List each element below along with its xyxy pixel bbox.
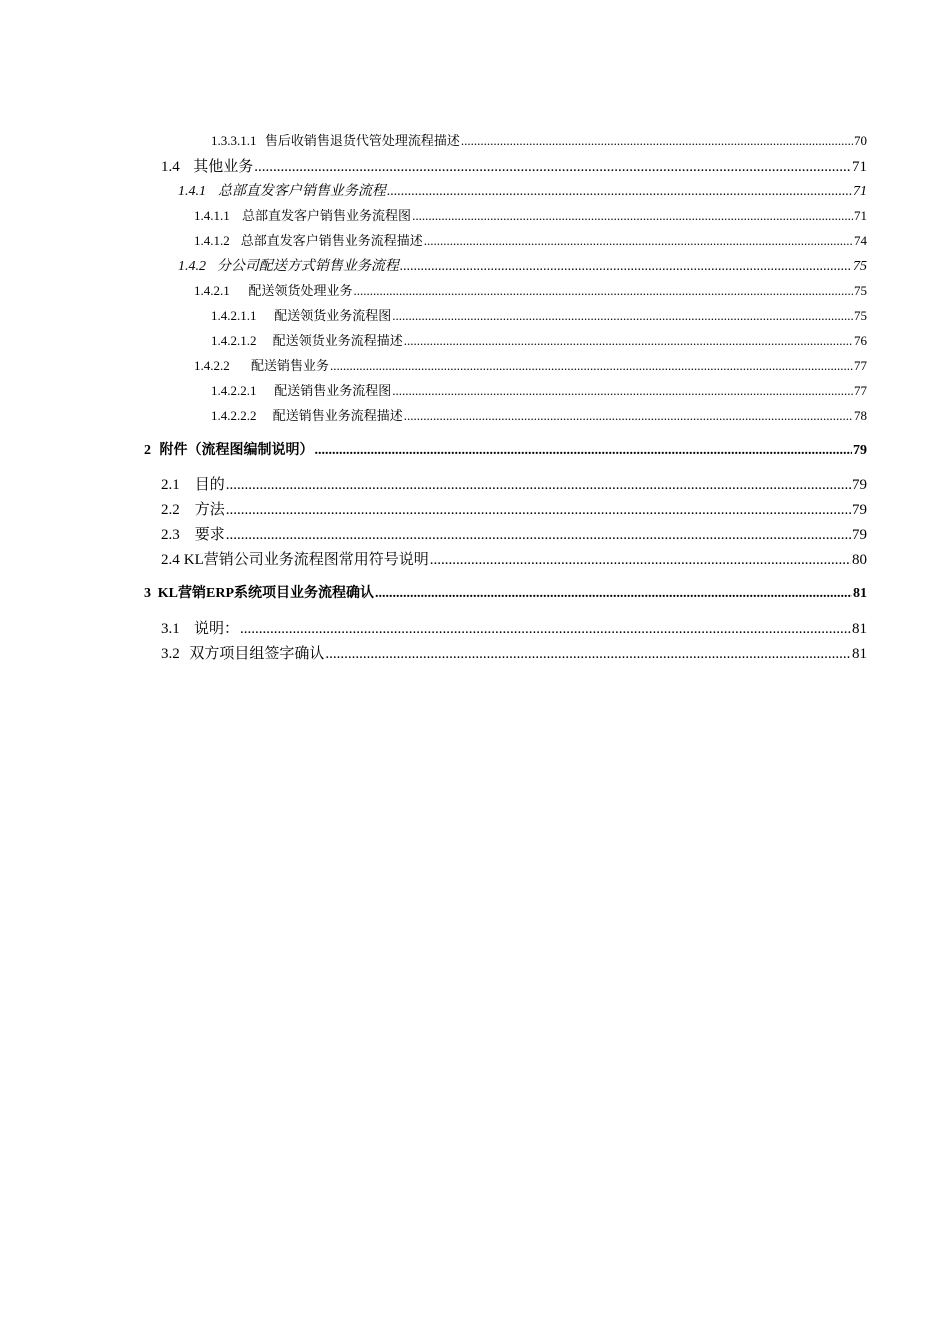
toc-entry-page: 74 bbox=[854, 233, 867, 248]
toc-entry[interactable] bbox=[144, 439, 867, 459]
toc-entry[interactable] bbox=[161, 523, 867, 544]
toc-entry-page: 77 bbox=[854, 383, 867, 398]
toc-entry-title: 总部直发客户销售业务流程 bbox=[217, 184, 386, 199]
toc-entry-number: 3 bbox=[144, 586, 151, 601]
toc-entry-page: 75 bbox=[853, 259, 867, 274]
toc-entry[interactable] bbox=[211, 380, 867, 399]
toc-entry-number: 1.4.2.1.2 bbox=[211, 333, 257, 348]
toc-leader-dots bbox=[254, 159, 851, 176]
toc-leader-dots bbox=[315, 443, 852, 459]
toc-entry-title: 其他业务 bbox=[193, 159, 254, 175]
toc-entry-number: 3.2 bbox=[161, 646, 180, 662]
toc-entry-page: 71 bbox=[852, 159, 867, 175]
toc-entry-page: 78 bbox=[854, 408, 867, 423]
toc-entry-title: KL营销公司业务流程图常用符号说明 bbox=[183, 552, 429, 568]
toc-entry-title: 说明： bbox=[193, 621, 239, 637]
toc-entry[interactable] bbox=[211, 330, 867, 349]
toc-leader-dots bbox=[240, 621, 851, 638]
toc-entry-page: 81 bbox=[852, 621, 867, 637]
toc-entry[interactable] bbox=[161, 498, 867, 519]
toc-entry-page: 79 bbox=[852, 502, 867, 518]
toc-entry-page: 75 bbox=[854, 308, 867, 323]
toc-entry-number: 1.4.1.1 bbox=[194, 208, 230, 223]
toc-entry[interactable] bbox=[194, 205, 867, 224]
toc-entry[interactable] bbox=[161, 473, 867, 494]
toc-entry-page: 77 bbox=[854, 358, 867, 373]
toc-entry-title: 总部直发客户销售业务流程描述 bbox=[240, 233, 423, 248]
toc-entry-title: 分公司配送方式销售业务流程 bbox=[216, 259, 399, 274]
toc-entry-title: KL营销ERP系统项目业务流程确认 bbox=[157, 586, 375, 601]
toc-leader-dots bbox=[325, 646, 851, 663]
toc-entry-number: 1.4.2 bbox=[178, 259, 206, 274]
toc-entry-page: 70 bbox=[854, 133, 867, 148]
toc-leader-dots bbox=[330, 358, 853, 374]
toc-entry-page: 81 bbox=[852, 646, 867, 662]
toc-entry-title: 目的 bbox=[194, 477, 225, 493]
toc-entry[interactable] bbox=[178, 255, 867, 275]
toc-entry-number: 2.2 bbox=[161, 502, 180, 518]
toc-entry[interactable] bbox=[144, 582, 867, 602]
toc-entry-title: 配送领货业务流程图 bbox=[274, 308, 392, 323]
toc-leader-dots bbox=[400, 259, 852, 275]
toc-entry-page: 71 bbox=[853, 184, 867, 199]
toc-entry-number: 1.4.1.2 bbox=[194, 233, 230, 248]
toc-entry-number: 1.4.2.2 bbox=[194, 358, 230, 373]
toc-entry-number: 3.1 bbox=[161, 621, 180, 637]
toc-leader-dots bbox=[375, 586, 852, 602]
toc-leader-dots bbox=[392, 308, 853, 324]
toc-entry-number: 2.4 bbox=[161, 552, 180, 568]
toc-entry-number: 1.4.2.1.1 bbox=[211, 308, 257, 323]
toc-entry[interactable] bbox=[194, 355, 867, 374]
toc-leader-dots bbox=[424, 233, 853, 249]
toc-entry-title: 附件（流程图编制说明） bbox=[159, 443, 314, 458]
toc-entry[interactable] bbox=[211, 405, 867, 424]
toc-entry[interactable] bbox=[161, 548, 867, 569]
toc-entry-page: 79 bbox=[852, 477, 867, 493]
toc-entry-number: 2 bbox=[144, 443, 151, 458]
toc-entry-title: 方法 bbox=[194, 502, 225, 518]
toc-entry-title: 双方项目组签字确认 bbox=[189, 646, 325, 662]
toc-entry-title: 售后收销售退货代管处理流程描述 bbox=[264, 133, 460, 148]
toc-entry-number: 1.4.2.2.2 bbox=[211, 408, 257, 423]
toc-entry-page: 76 bbox=[854, 333, 867, 348]
toc-entry-page: 79 bbox=[853, 443, 867, 458]
toc-entry[interactable] bbox=[211, 305, 867, 324]
toc-entry[interactable] bbox=[161, 155, 867, 176]
toc-entry-number: 1.4 bbox=[161, 159, 180, 175]
toc-entry[interactable] bbox=[178, 180, 867, 200]
toc-leader-dots bbox=[392, 383, 853, 399]
toc-entry-title: 配送销售业务流程描述 bbox=[272, 408, 403, 423]
toc-entry-page: 80 bbox=[852, 552, 867, 568]
toc-entry-title: 要求 bbox=[194, 527, 225, 543]
toc-entry-number: 2.3 bbox=[161, 527, 180, 543]
toc-leader-dots bbox=[226, 502, 851, 519]
toc-entry[interactable] bbox=[161, 617, 867, 638]
toc-entry-title: 总部直发客户销售业务流程图 bbox=[242, 208, 412, 223]
toc-entry-number: 1.4.2.2.1 bbox=[211, 383, 257, 398]
toc-leader-dots bbox=[404, 333, 853, 349]
toc-leader-dots bbox=[404, 408, 853, 424]
toc-entry-number: 1.4.2.1 bbox=[194, 283, 230, 298]
toc-entry[interactable] bbox=[194, 230, 867, 249]
toc-entry[interactable] bbox=[211, 130, 867, 149]
toc-entry-page: 71 bbox=[854, 208, 867, 223]
toc-entry-number: 2.1 bbox=[161, 477, 180, 493]
toc-entry-title: 配送领货处理业务 bbox=[248, 283, 353, 298]
toc-entry-page: 79 bbox=[852, 527, 867, 543]
toc-entry-number: 1.3.3.1.1 bbox=[211, 133, 257, 148]
toc-entry-page: 81 bbox=[853, 586, 867, 601]
toc-leader-dots bbox=[226, 477, 851, 494]
toc-entry-title: 配送领货业务流程描述 bbox=[272, 333, 403, 348]
toc-entry[interactable] bbox=[194, 280, 867, 299]
toc-leader-dots bbox=[412, 208, 853, 224]
toc-leader-dots bbox=[430, 552, 851, 569]
toc-entry-number: 1.4.1 bbox=[178, 184, 206, 199]
toc-entry-page: 75 bbox=[854, 283, 867, 298]
toc-entry-title: 配送销售业务 bbox=[251, 358, 330, 373]
toc-entry-title: 配送销售业务流程图 bbox=[274, 383, 392, 398]
toc-leader-dots bbox=[353, 283, 853, 299]
toc-entry[interactable] bbox=[161, 642, 867, 663]
toc-leader-dots bbox=[461, 133, 853, 149]
toc-leader-dots bbox=[387, 184, 852, 200]
toc-leader-dots bbox=[226, 527, 851, 544]
